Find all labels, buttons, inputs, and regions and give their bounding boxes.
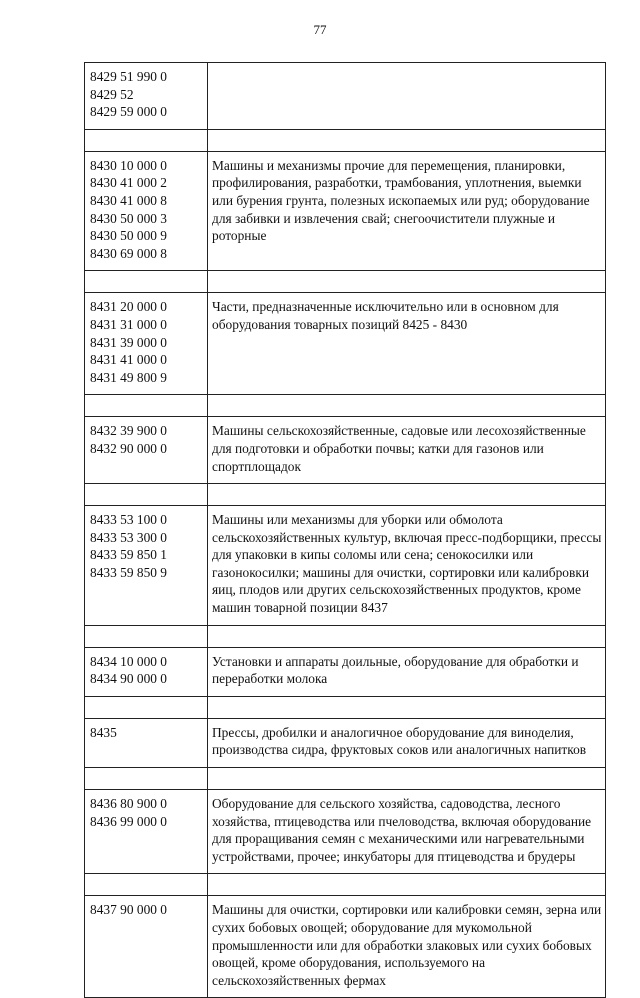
tariff-code: 8433 53 100 0 (90, 512, 167, 528)
row-gap-cell (208, 129, 606, 151)
tariff-code: 8434 10 000 0 (90, 653, 167, 669)
tariff-code-cell (85, 790, 208, 874)
table-row (85, 896, 606, 998)
page-number: 77 (313, 22, 327, 37)
table-row (85, 506, 606, 626)
row-gap-cell (85, 395, 208, 417)
tariff-code: 8432 39 900 0 (90, 423, 167, 439)
table-row (85, 63, 606, 130)
tariff-code: 8431 49 800 9 (90, 369, 167, 385)
tariff-code: 8430 10 000 0 (90, 157, 167, 173)
row-gap (85, 874, 606, 896)
tariff-code: 8429 52 (90, 86, 134, 102)
tariff-code-cell (85, 896, 208, 998)
tariff-code-cell (85, 151, 208, 271)
row-gap-cell (85, 484, 208, 506)
row-gap (85, 484, 606, 506)
tariff-code-cell (85, 647, 208, 696)
tariff-code: 8431 41 000 0 (90, 352, 167, 368)
tariff-code: 8430 50 000 3 (90, 210, 167, 226)
description-cell: Части, предназначенные исключительно или в основном для оборудования товарных позиций 8425 - 8430 (208, 293, 606, 395)
description-cell (208, 63, 606, 130)
tariff-code-cell (85, 63, 208, 130)
table-row (85, 293, 606, 395)
tariff-code: 8430 41 000 8 (90, 192, 167, 208)
row-gap-cell (85, 874, 208, 896)
row-gap-cell (85, 696, 208, 718)
row-gap (85, 395, 606, 417)
tariff-code: 8435 (90, 724, 117, 740)
description-cell: Машины сельскохозяйственные, садовые или лесохозяйственные для подготовки и обработки почвы; катки для газонов или спортплощадок (208, 417, 606, 484)
tariff-code-cell (85, 506, 208, 626)
tariff-code: 8433 53 300 0 (90, 529, 167, 545)
table-row (85, 151, 606, 271)
description-cell: Установки и аппараты доильные, оборудование для обработки и переработки молока (208, 647, 606, 696)
tariff-code: 8430 69 000 8 (90, 245, 167, 261)
tariff-code: 8429 59 000 0 (90, 104, 167, 120)
row-gap-cell (208, 625, 606, 647)
row-gap (85, 271, 606, 293)
table-row (85, 417, 606, 484)
row-gap-cell (85, 271, 208, 293)
tariff-code: 8437 90 000 0 (90, 902, 167, 918)
tariff-code: 8434 90 000 0 (90, 671, 167, 687)
row-gap (85, 768, 606, 790)
tariff-code: 8431 39 000 0 (90, 334, 167, 350)
row-gap-cell (208, 696, 606, 718)
table-row (85, 647, 606, 696)
row-gap-cell (208, 484, 606, 506)
tariff-code-cell (85, 417, 208, 484)
row-gap-cell (208, 874, 606, 896)
row-gap-cell (85, 625, 208, 647)
tariff-code: 8433 59 850 9 (90, 564, 167, 580)
tariff-code: 8429 51 990 0 (90, 69, 167, 84)
table-body (85, 63, 606, 998)
description-cell: Машины или механизмы для уборки или обмолота сельскохозяйственных культур, включая пресс-подборщики, прессы для упаковки в кипы соломы или сена; сенокосилки или газонокосилки; машины для очистки, сортировки или калибровки яиц, плодов или других сельскохозяйственных продуктов, кроме машин товарной позиции 8437 (208, 506, 606, 626)
description-cell: Прессы, дробилки и аналогичное оборудование для виноделия, производства сидра, фруктовых соков или аналогичных напитков (208, 718, 606, 767)
tariff-codes-table (84, 62, 606, 998)
row-gap (85, 129, 606, 151)
row-gap (85, 625, 606, 647)
description-cell: Машины для очистки, сортировки или калибровки семян, зерна или сухих бобовых овощей; оборудование для мукомольной промышленности или для обработки злаковых или сухих бобовых овощей, кроме оборудования, используемого на сельскохозяйственных фермах (208, 896, 606, 998)
tariff-code: 8436 80 900 0 (90, 796, 167, 812)
row-gap-cell (208, 271, 606, 293)
tariff-code: 8436 99 000 0 (90, 813, 167, 829)
row-gap-cell (208, 768, 606, 790)
row-gap-cell (85, 768, 208, 790)
table-row (85, 790, 606, 874)
tariff-code: 8431 31 000 0 (90, 316, 167, 332)
description-cell: Машины и механизмы прочие для перемещения, планировки, профилирования, разработки, трамбования, уплотнения, выемки или бурения грунта, полезных ископаемых или руд; оборудование для забивки и извлечения свай; снегоочистители плужные и роторные (208, 151, 606, 271)
tariff-code: 8433 59 850 1 (90, 547, 167, 563)
tariff-code: 8431 20 000 0 (90, 299, 167, 315)
row-gap (85, 696, 606, 718)
tariff-code-cell (85, 718, 208, 767)
table-row (85, 718, 606, 767)
tariff-code-cell (85, 293, 208, 395)
row-gap-cell (85, 129, 208, 151)
description-cell: Оборудование для сельского хозяйства, садоводства, лесного хозяйства, птицеводства или пчеловодства, включая оборудование для проращивания семян с механическими или нагревательными устройствами, прочее; инкубаторы для птицеводства и брудеры (208, 790, 606, 874)
tariff-code: 8430 41 000 2 (90, 175, 167, 191)
tariff-code: 8432 90 000 0 (90, 440, 167, 456)
tariff-code: 8430 50 000 9 (90, 228, 167, 244)
row-gap-cell (208, 395, 606, 417)
